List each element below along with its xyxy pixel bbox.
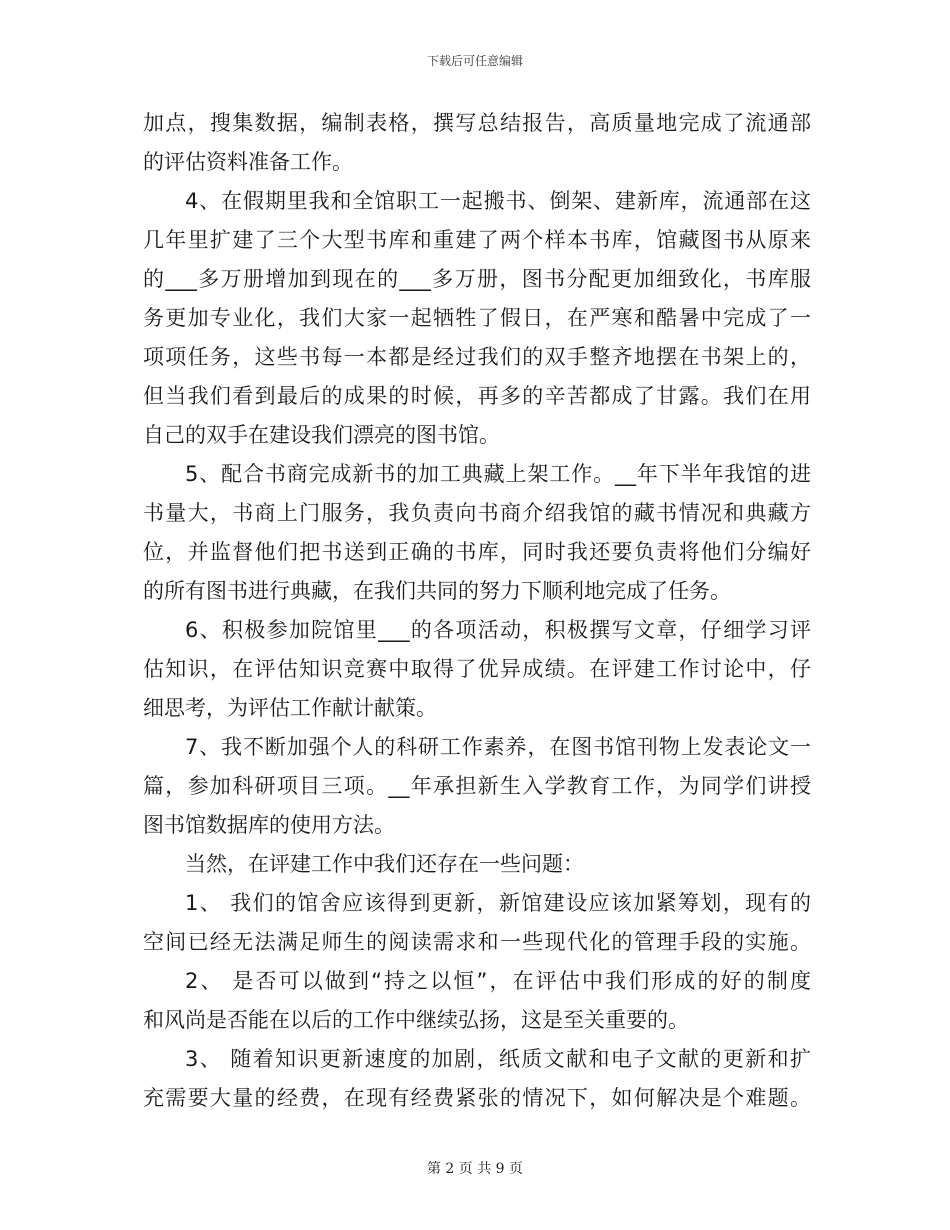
text-line: 2、 是否可以做到“持之以恒”，在评估中我们形成的好的制度 xyxy=(185,969,811,993)
text-line: 和风尚是否能在以后的工作中继续弘扬，这是至关重要的。 xyxy=(143,1008,689,1032)
document-body xyxy=(143,104,811,1118)
text-line: 加点，搜集数据，编制表格，撰写总结报告，高质量地完成了流通部 xyxy=(143,111,811,135)
text-line: 书量大，书商上门服务，我负责向书商介绍我馆的藏书情况和典藏方 xyxy=(143,501,811,525)
text-line: 位，并监督他们把书送到正确的书库，同时我还要负责将他们分编好 xyxy=(143,540,811,564)
text-line: 4、在假期里我和全馆职工一起搬书、倒架、建新库，流通部在这 xyxy=(185,189,811,213)
text-line: 5、配合书商完成新书的加工典藏上架工作。__年下半年我馆的进 xyxy=(185,462,811,486)
text-line: 项项任务，这些书每一本都是经过我们的双手整齐地摆在书架上的， xyxy=(143,345,811,369)
text-line: 但当我们看到最后的成果的时候，再多的辛苦都成了甘露。我们在用 xyxy=(143,384,811,408)
text-line: 当然，在评建工作中我们还存在一些问题： xyxy=(185,852,584,876)
text-line: 自己的双手在建设我们漂亮的图书馆。 xyxy=(143,423,500,447)
text-line: 细思考，为评估工作献计献策。 xyxy=(143,696,437,720)
text-line: 图书馆数据库的使用方法。 xyxy=(143,813,395,837)
page-number: 第 2 页 共 9 页 xyxy=(426,1161,524,1177)
page-header-note: 下载后可任意编辑 xyxy=(426,54,523,68)
text-line: 3、 随着知识更新速度的加剧，纸质文献和电子文献的更新和扩 xyxy=(185,1047,811,1071)
text-line: 篇，参加科研项目三项。__年承担新生入学教育工作，为同学们讲授 xyxy=(143,774,811,798)
text-line: 务更加专业化，我们大家一起牺牲了假日，在严寒和酷暑中完成了一 xyxy=(143,306,811,330)
text-line: 6、积极参加院馆里___的各项活动，积极撰写文章，仔细学习评 xyxy=(185,618,811,642)
text-line: 充需要大量的经费，在现有经费紧张的情况下，如何解决是个难题。 xyxy=(143,1086,811,1110)
text-line: 的评估资料准备工作。 xyxy=(143,150,353,174)
text-line: 估知识，在评估知识竞赛中取得了优异成绩。在评建工作讨论中，仔 xyxy=(143,657,811,681)
text-line: 的___多万册增加到现在的___多万册，图书分配更加细致化，书库服 xyxy=(143,267,811,291)
text-line: 空间已经无法满足师生的阅读需求和一些现代化的管理手段的实施。 xyxy=(143,930,811,954)
text-line: 几年里扩建了三个大型书库和重建了两个样本书库，馆藏图书从原来 xyxy=(143,228,811,252)
text-line: 1、 我们的馆舍应该得到更新，新馆建设应该加紧筹划，现有的 xyxy=(185,891,811,915)
text-line: 的所有图书进行典藏，在我们共同的努力下顺利地完成了任务。 xyxy=(143,579,731,603)
text-line: 7、我不断加强个人的科研工作素养，在图书馆刊物上发表论文一 xyxy=(185,735,811,759)
